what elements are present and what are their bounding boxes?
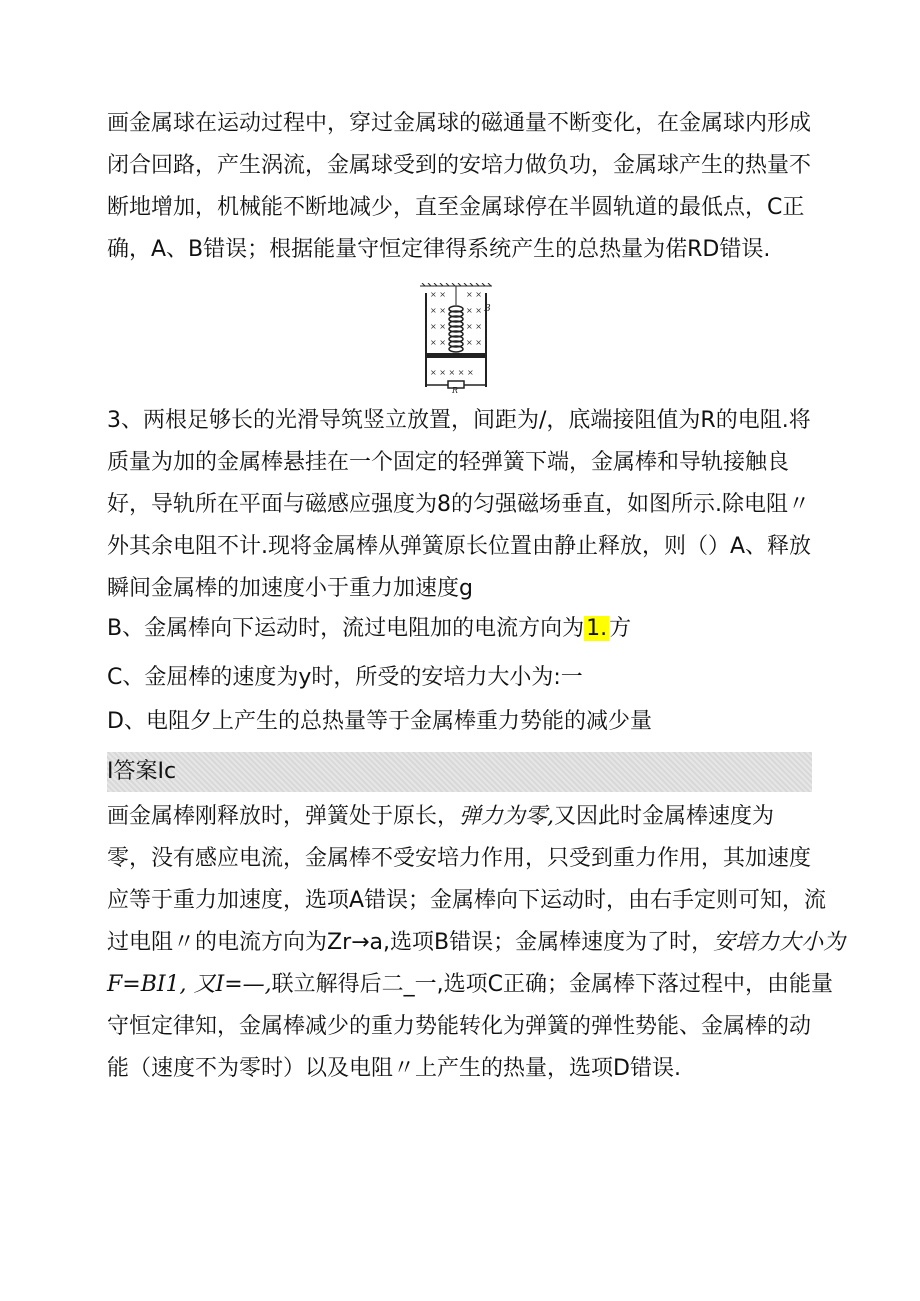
option-b-text: B、金属棒向下运动时，流过电阻加的电流方向为	[107, 616, 585, 641]
option-b-tail: 方	[609, 616, 632, 641]
field-label-b: B	[484, 304, 491, 314]
svg-text:× ×: × ×	[430, 338, 446, 347]
ceiling-hatch	[420, 283, 492, 286]
text-line: 应等于重力加速度，选项A错误；金属棒向下运动时，由右手定则可知，流	[107, 888, 827, 913]
svg-text:× ×: × ×	[466, 322, 482, 331]
italic-run: F=BI1, 又I=—,	[107, 972, 272, 997]
option-d: D、电阻夕上产生的总热量等于金属棒重力势能的减少量	[107, 709, 652, 734]
svg-text:× ×: × ×	[466, 338, 482, 347]
svg-text:× ×: × ×	[466, 290, 482, 299]
svg-text:× ×: × ×	[466, 306, 482, 315]
italic-run: 弹力为零,	[459, 804, 555, 829]
text-line	[107, 964, 834, 1006]
text-line	[107, 922, 846, 964]
solution-paragraph-1	[107, 103, 812, 271]
option-c: C、金屈棒的速度为y时，所受的安培力大小为:一	[107, 665, 583, 690]
svg-text:× ×: × ×	[430, 322, 446, 331]
text-line: 画金属球在运动过程中，穿过金属球的磁通量不断变化，在金属球内形成	[107, 111, 812, 136]
text-line	[107, 796, 807, 838]
rail-spring-figure	[418, 283, 494, 393]
text-line: 闭合回路，产生涡流，金属球受到的安培力做负功，金属球产生的热量不	[107, 153, 812, 178]
highlighted-text: 1.	[586, 616, 608, 641]
text-line: 零，没有感应电流，金属棒不受安培力作用，只受到重力作用，其加速度	[107, 846, 812, 871]
question-3-stem	[107, 400, 812, 610]
solution-paragraph-3	[107, 796, 846, 1090]
text-line: 守恒定律知，金属棒减少的重力势能转化为弹簧的弹性势能、金属棒的动	[107, 1014, 812, 1039]
text-line: 断地增加，机械能不断地减少，直至金属球停在半圆轨道的最低点，C正	[107, 195, 805, 220]
text-run: 联立解得后二_一,选项C正确；金属棒下落过程中，由能量	[271, 972, 834, 997]
text-run: 过电阻〃的电流方向为Zr→a,选项B错误；金属棒速度为了时，	[107, 930, 714, 955]
svg-text:× ×: × ×	[430, 290, 446, 299]
text-line: 瞬间金属棒的加速度小于重力加速度g	[107, 576, 473, 601]
text-run: 画金属棒刚释放时，弹簧处于原长，	[107, 804, 460, 829]
text-line: 3、两根足够长的光滑导筑竖立放置，间距为/，底端接阻值为R的电阻.将	[107, 408, 811, 433]
text-line: 能（速度不为零时）以及电阻〃上产生的热量，选项D错误.	[107, 1056, 681, 1081]
text-line: 质量为加的金属棒悬挂在一个固定的轻弹簧下端，金属棒和导轨接触良	[107, 450, 790, 475]
answer-label: I答案Ic	[107, 759, 177, 784]
svg-text:× ×: × ×	[430, 306, 446, 315]
metal-bar	[426, 353, 486, 358]
answer-bar	[107, 752, 812, 792]
text-run: 又因此时金属棒速度为	[554, 804, 775, 829]
text-line: 外其余电阻不计.现将金属棒从弹簧原长位置由静止释放，则（）A、释放	[107, 534, 812, 559]
svg-text:× × × × ×: × × × × ×	[430, 368, 474, 377]
text-line: 确，A、B错误；根据能量守恒定律得系统产生的总热量为偌RD错误.	[107, 237, 771, 262]
spring	[449, 306, 463, 352]
resistor-label-r: R	[452, 386, 459, 393]
italic-run: 安培力大小为	[713, 930, 846, 955]
option-b	[107, 608, 631, 650]
text-line: 好，导轨所在平面与磁感应强度为8的匀强磁场垂直，如图所示.除电阻〃	[107, 492, 810, 517]
